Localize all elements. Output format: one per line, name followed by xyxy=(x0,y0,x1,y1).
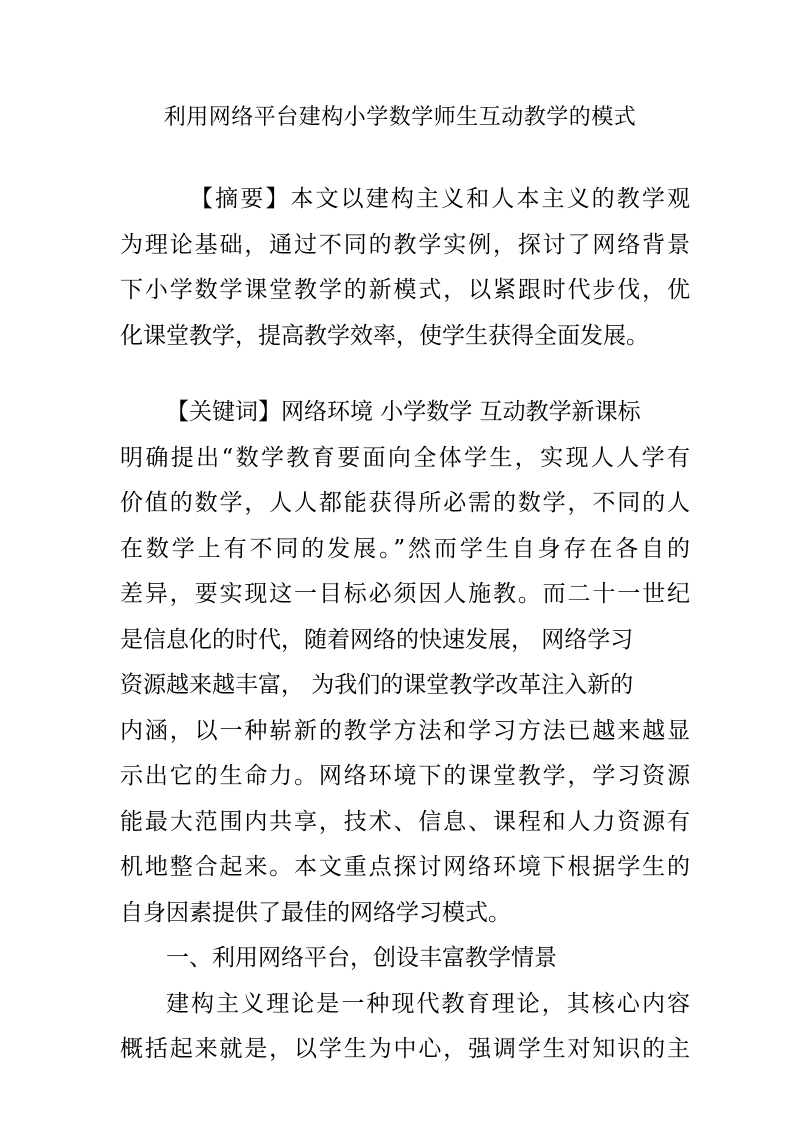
abstract-line: 化课堂教学，提高教学效率，使学生获得全面发展。 xyxy=(120,322,649,349)
body-line: 内涵，以一种崭新的教学方法和学习方法已越来越显 xyxy=(120,717,690,744)
body-line: 建构主义理论是一种现代教育理论，其核心内容 xyxy=(166,990,690,1017)
body-line: 在数学上有不同的发展。”然而学生自身存在各自的 xyxy=(120,535,690,562)
section-heading: 一、利用网络平台，创设丰富教学情景 xyxy=(166,945,557,971)
abstract-paragraph xyxy=(120,177,690,359)
body-line: 示出它的生命力。网络环境下的课堂教学，学习资源 xyxy=(120,763,690,789)
body-line: 是信息化的时代，随着网络的快速发展， 网络学习 xyxy=(120,626,634,653)
body-line: 概括起来就是，以学生为中心，强调学生对知识的主 xyxy=(120,1036,690,1062)
body-line: 资源越来越丰富， 为我们的课堂教学改革注入新的 xyxy=(120,672,634,698)
body-line: 能最大范围内共享，技术、信息、课程和人力资源有 xyxy=(120,808,690,835)
keywords-line: 【关键词】网络环境 小学数学 互动教学新课标 xyxy=(166,399,641,425)
abstract-line: 下小学数学课堂教学的新模式，以紧跟时代步伐，优 xyxy=(120,277,690,303)
abstract-line: 为理论基础，通过不同的教学实例，探讨了网络背景 xyxy=(120,231,690,258)
body-text xyxy=(120,390,690,1073)
body-line: 差异，要实现这一目标必须因人施教。而二十一世纪 xyxy=(120,581,690,607)
body-line: 明确提出“数学教育要面向全体学生，实现人人学有 xyxy=(120,444,690,471)
body-line: 机地整合起来。本文重点探讨网络环境下根据学生的 xyxy=(120,854,690,880)
abstract-line: 【摘要】本文以建构主义和人本主义的教学观 xyxy=(190,186,690,212)
document-title: 利用网络平台建构小学数学师生互动教学的模式 xyxy=(163,105,637,130)
body-line: 价值的数学，人人都能获得所必需的数学，不同的人 xyxy=(120,490,690,516)
body-line: 自身因素提供了最佳的网络学习模式。 xyxy=(120,899,511,926)
